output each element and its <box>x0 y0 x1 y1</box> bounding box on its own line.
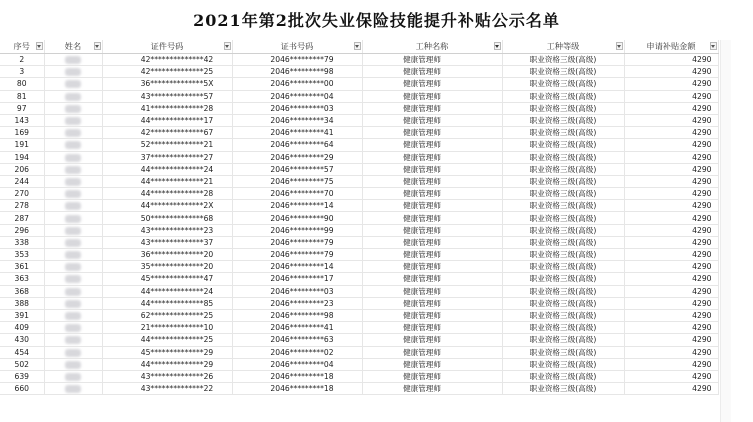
seq-cell: 270 <box>0 188 44 200</box>
redacted-name-blur <box>65 373 81 381</box>
job-level-cell: 职业资格三级(高级) <box>502 151 624 163</box>
job-name-cell: 健康管理师 <box>362 322 502 334</box>
id-number-cell: 43**************26 <box>102 370 232 382</box>
job-level-cell: 职业资格三级(高级) <box>502 78 624 90</box>
job-name-cell: 健康管理师 <box>362 151 502 163</box>
id-number-cell: 43**************22 <box>102 383 232 395</box>
seq-cell: 97 <box>0 102 44 114</box>
filter-dropdown-icon[interactable] <box>710 42 717 50</box>
job-level-cell: 职业资格三级(高级) <box>502 200 624 212</box>
table-row <box>0 285 718 297</box>
cert-number-cell: 2046*********00 <box>232 78 362 90</box>
name-cell <box>44 78 102 90</box>
name-cell <box>44 309 102 321</box>
amount-cell: 4290 <box>624 66 718 78</box>
name-cell <box>44 334 102 346</box>
table-row <box>0 102 718 114</box>
redacted-name-blur <box>65 312 81 320</box>
redacted-name-blur <box>65 215 81 223</box>
job-name-cell: 健康管理师 <box>362 102 502 114</box>
seq-cell: 660 <box>0 383 44 395</box>
id-number-cell: 43**************23 <box>102 224 232 236</box>
seq-cell: 2 <box>0 54 44 66</box>
amount-cell: 4290 <box>624 212 718 224</box>
seq-cell: 409 <box>0 322 44 334</box>
job-name-cell: 健康管理师 <box>362 224 502 236</box>
job-level-cell: 职业资格三级(高级) <box>502 249 624 261</box>
table-row <box>0 90 718 102</box>
seq-cell: 206 <box>0 163 44 175</box>
cert-number-cell: 2046*********99 <box>232 224 362 236</box>
table-row <box>0 249 718 261</box>
seq-cell: 368 <box>0 285 44 297</box>
redacted-name-blur <box>65 288 81 296</box>
col-header-id: 证件号码 <box>102 40 232 54</box>
amount-cell: 4290 <box>624 236 718 248</box>
amount-cell: 4290 <box>624 188 718 200</box>
table-row <box>0 163 718 175</box>
amount-cell: 4290 <box>624 346 718 358</box>
name-cell <box>44 273 102 285</box>
cert-number-cell: 2046*********03 <box>232 285 362 297</box>
job-name-cell: 健康管理师 <box>362 297 502 309</box>
seq-cell: 191 <box>0 139 44 151</box>
job-level-cell: 职业资格三级(高级) <box>502 285 624 297</box>
id-number-cell: 44**************21 <box>102 175 232 187</box>
id-number-cell: 62**************25 <box>102 309 232 321</box>
redacted-name-blur <box>65 190 81 198</box>
table-row <box>0 151 718 163</box>
id-number-cell: 42**************25 <box>102 66 232 78</box>
seq-cell: 143 <box>0 114 44 126</box>
subsidy-table <box>0 40 719 395</box>
name-cell <box>44 249 102 261</box>
redacted-name-blur <box>65 80 81 88</box>
job-level-cell: 职业资格三级(高级) <box>502 309 624 321</box>
amount-cell: 4290 <box>624 114 718 126</box>
amount-cell: 4290 <box>624 54 718 66</box>
name-cell <box>44 200 102 212</box>
job-level-cell: 职业资格三级(高级) <box>502 297 624 309</box>
amount-cell: 4290 <box>624 151 718 163</box>
cert-number-cell: 2046*********17 <box>232 273 362 285</box>
job-name-cell: 健康管理师 <box>362 54 502 66</box>
table-row <box>0 346 718 358</box>
cert-number-cell: 2046*********57 <box>232 163 362 175</box>
job-name-cell: 健康管理师 <box>362 334 502 346</box>
job-name-cell: 健康管理师 <box>362 78 502 90</box>
seq-cell: 502 <box>0 358 44 370</box>
filter-dropdown-icon[interactable] <box>94 42 101 50</box>
name-cell <box>44 90 102 102</box>
redacted-name-blur <box>65 227 81 235</box>
name-cell <box>44 370 102 382</box>
redacted-name-blur <box>65 361 81 369</box>
cert-number-cell: 2046*********18 <box>232 370 362 382</box>
job-level-cell: 职业资格三级(高级) <box>502 322 624 334</box>
redacted-name-blur <box>65 154 81 162</box>
amount-cell: 4290 <box>624 175 718 187</box>
seq-cell: 454 <box>0 346 44 358</box>
col-header-name: 姓名 <box>44 40 102 54</box>
amount-cell: 4290 <box>624 309 718 321</box>
table-row <box>0 383 718 395</box>
page-title: 2021年第2批次失业保险技能提升补贴公示名单 <box>193 11 560 30</box>
cert-number-cell: 2046*********64 <box>232 139 362 151</box>
filter-dropdown-icon[interactable] <box>224 42 231 50</box>
redacted-name-blur <box>65 239 81 247</box>
redacted-name-blur <box>65 385 81 393</box>
id-number-cell: 43**************57 <box>102 90 232 102</box>
job-level-cell: 职业资格三级(高级) <box>502 261 624 273</box>
job-name-cell: 健康管理师 <box>362 188 502 200</box>
id-number-cell: 44**************2X <box>102 200 232 212</box>
job-level-cell: 职业资格三级(高级) <box>502 102 624 114</box>
job-level-cell: 职业资格三级(高级) <box>502 175 624 187</box>
redacted-name-blur <box>65 166 81 174</box>
table-row <box>0 236 718 248</box>
job-level-cell: 职业资格三级(高级) <box>502 236 624 248</box>
amount-cell: 4290 <box>624 102 718 114</box>
job-level-cell: 职业资格三级(高级) <box>502 90 624 102</box>
amount-cell: 4290 <box>624 370 718 382</box>
cert-number-cell: 2046*********14 <box>232 261 362 273</box>
job-name-cell: 健康管理师 <box>362 175 502 187</box>
job-name-cell: 健康管理师 <box>362 358 502 370</box>
job-name-cell: 健康管理师 <box>362 285 502 297</box>
cert-number-cell: 2046*********34 <box>232 114 362 126</box>
cert-number-cell: 2046*********14 <box>232 200 362 212</box>
id-number-cell: 37**************27 <box>102 151 232 163</box>
name-cell <box>44 285 102 297</box>
cert-number-cell: 2046*********79 <box>232 54 362 66</box>
id-number-cell: 44**************85 <box>102 297 232 309</box>
redacted-name-blur <box>65 275 81 283</box>
seq-cell: 81 <box>0 90 44 102</box>
cert-number-cell: 2046*********90 <box>232 212 362 224</box>
amount-cell: 4290 <box>624 139 718 151</box>
table-row <box>0 370 718 382</box>
id-number-cell: 44**************29 <box>102 358 232 370</box>
filter-active-icon[interactable] <box>494 42 501 50</box>
seq-cell: 80 <box>0 78 44 90</box>
col-header-seq: 序号 <box>0 40 44 54</box>
table-row <box>0 54 718 66</box>
job-name-cell: 健康管理师 <box>362 114 502 126</box>
name-cell <box>44 163 102 175</box>
seq-cell: 278 <box>0 200 44 212</box>
amount-cell: 4290 <box>624 249 718 261</box>
job-name-cell: 健康管理师 <box>362 163 502 175</box>
amount-cell: 4290 <box>624 261 718 273</box>
cert-number-cell: 2046*********29 <box>232 151 362 163</box>
job-name-cell: 健康管理师 <box>362 212 502 224</box>
name-cell <box>44 383 102 395</box>
name-cell <box>44 175 102 187</box>
cert-number-cell: 2046*********04 <box>232 90 362 102</box>
id-number-cell: 41**************28 <box>102 102 232 114</box>
job-level-cell: 职业资格三级(高级) <box>502 54 624 66</box>
name-cell <box>44 236 102 248</box>
name-cell <box>44 139 102 151</box>
seq-cell: 169 <box>0 127 44 139</box>
job-level-cell: 职业资格三级(高级) <box>502 139 624 151</box>
name-cell <box>44 54 102 66</box>
table-row <box>0 139 718 151</box>
redacted-name-blur <box>65 129 81 137</box>
id-number-cell: 45**************47 <box>102 273 232 285</box>
amount-cell: 4290 <box>624 358 718 370</box>
header-row <box>0 40 718 54</box>
job-name-cell: 健康管理师 <box>362 273 502 285</box>
id-number-cell: 44**************24 <box>102 285 232 297</box>
seq-cell: 338 <box>0 236 44 248</box>
table-row <box>0 273 718 285</box>
table-row <box>0 175 718 187</box>
name-cell <box>44 151 102 163</box>
job-name-cell: 健康管理师 <box>362 127 502 139</box>
cert-number-cell: 2046*********18 <box>232 383 362 395</box>
table-row <box>0 358 718 370</box>
name-cell <box>44 102 102 114</box>
cert-number-cell: 2046*********75 <box>232 175 362 187</box>
cert-number-cell: 2046*********41 <box>232 322 362 334</box>
table-row <box>0 66 718 78</box>
col-header-job: 工种名称 <box>362 40 502 54</box>
id-number-cell: 42**************67 <box>102 127 232 139</box>
id-number-cell: 36**************20 <box>102 249 232 261</box>
filter-dropdown-icon[interactable] <box>616 42 623 50</box>
cert-number-cell: 2046*********70 <box>232 188 362 200</box>
amount-cell: 4290 <box>624 200 718 212</box>
job-name-cell: 健康管理师 <box>362 261 502 273</box>
seq-cell: 388 <box>0 297 44 309</box>
job-level-cell: 职业资格三级(高级) <box>502 346 624 358</box>
job-level-cell: 职业资格三级(高级) <box>502 163 624 175</box>
id-number-cell: 43**************37 <box>102 236 232 248</box>
job-level-cell: 职业资格三级(高级) <box>502 212 624 224</box>
id-number-cell: 44**************24 <box>102 163 232 175</box>
redacted-name-blur <box>65 336 81 344</box>
name-cell <box>44 114 102 126</box>
table-row <box>0 322 718 334</box>
seq-cell: 361 <box>0 261 44 273</box>
job-name-cell: 健康管理师 <box>362 66 502 78</box>
redacted-name-blur <box>65 68 81 76</box>
name-cell <box>44 66 102 78</box>
seq-cell: 296 <box>0 224 44 236</box>
seq-cell: 391 <box>0 309 44 321</box>
job-name-cell: 健康管理师 <box>362 236 502 248</box>
job-level-cell: 职业资格三级(高级) <box>502 334 624 346</box>
name-cell <box>44 322 102 334</box>
job-level-cell: 职业资格三级(高级) <box>502 383 624 395</box>
job-level-cell: 职业资格三级(高级) <box>502 127 624 139</box>
redacted-name-blur <box>65 324 81 332</box>
amount-cell: 4290 <box>624 90 718 102</box>
cert-number-cell: 2046*********98 <box>232 66 362 78</box>
cert-number-cell: 2046*********02 <box>232 346 362 358</box>
cert-number-cell: 2046*********23 <box>232 297 362 309</box>
job-name-cell: 健康管理师 <box>362 249 502 261</box>
redacted-name-blur <box>65 117 81 125</box>
vertical-scrollbar[interactable] <box>720 40 731 422</box>
job-name-cell: 健康管理师 <box>362 200 502 212</box>
seq-cell: 430 <box>0 334 44 346</box>
redacted-name-blur <box>65 300 81 308</box>
name-cell <box>44 188 102 200</box>
job-level-cell: 职业资格三级(高级) <box>502 188 624 200</box>
id-number-cell: 44**************28 <box>102 188 232 200</box>
job-name-cell: 健康管理师 <box>362 370 502 382</box>
filter-dropdown-icon[interactable] <box>354 42 361 50</box>
redacted-name-blur <box>65 105 81 113</box>
col-header-amount: 申请补贴金额 <box>624 40 718 54</box>
seq-cell: 244 <box>0 175 44 187</box>
col-header-level: 工种等级 <box>502 40 624 54</box>
seq-cell: 363 <box>0 273 44 285</box>
table-row <box>0 224 718 236</box>
amount-cell: 4290 <box>624 127 718 139</box>
redacted-name-blur <box>65 178 81 186</box>
name-cell <box>44 358 102 370</box>
amount-cell: 4290 <box>624 285 718 297</box>
name-cell <box>44 346 102 358</box>
redacted-name-blur <box>65 263 81 271</box>
job-level-cell: 职业资格三级(高级) <box>502 273 624 285</box>
job-level-cell: 职业资格三级(高级) <box>502 66 624 78</box>
table-row <box>0 212 718 224</box>
redacted-name-blur <box>65 93 81 101</box>
name-cell <box>44 212 102 224</box>
redacted-name-blur <box>65 251 81 259</box>
cert-number-cell: 2046*********98 <box>232 309 362 321</box>
job-name-cell: 健康管理师 <box>362 90 502 102</box>
id-number-cell: 45**************29 <box>102 346 232 358</box>
amount-cell: 4290 <box>624 163 718 175</box>
amount-cell: 4290 <box>624 334 718 346</box>
id-number-cell: 44**************17 <box>102 114 232 126</box>
job-name-cell: 健康管理师 <box>362 383 502 395</box>
seq-cell: 639 <box>0 370 44 382</box>
redacted-name-blur <box>65 349 81 357</box>
amount-cell: 4290 <box>624 383 718 395</box>
col-header-cert: 证书号码 <box>232 40 362 54</box>
job-level-cell: 职业资格三级(高级) <box>502 224 624 236</box>
redacted-name-blur <box>65 56 81 64</box>
table-row <box>0 261 718 273</box>
job-level-cell: 职业资格三级(高级) <box>502 370 624 382</box>
cert-number-cell: 2046*********41 <box>232 127 362 139</box>
amount-cell: 4290 <box>624 322 718 334</box>
filter-dropdown-icon[interactable] <box>36 42 43 50</box>
amount-cell: 4290 <box>624 273 718 285</box>
id-number-cell: 35**************20 <box>102 261 232 273</box>
seq-cell: 287 <box>0 212 44 224</box>
amount-cell: 4290 <box>624 78 718 90</box>
table-row <box>0 200 718 212</box>
seq-cell: 194 <box>0 151 44 163</box>
job-name-cell: 健康管理师 <box>362 139 502 151</box>
table-row <box>0 309 718 321</box>
id-number-cell: 36**************5X <box>102 78 232 90</box>
id-number-cell: 50**************68 <box>102 212 232 224</box>
cert-number-cell: 2046*********79 <box>232 249 362 261</box>
seq-cell: 3 <box>0 66 44 78</box>
name-cell <box>44 261 102 273</box>
amount-cell: 4290 <box>624 297 718 309</box>
table-row <box>0 297 718 309</box>
name-cell <box>44 127 102 139</box>
id-number-cell: 21**************10 <box>102 322 232 334</box>
seq-cell: 353 <box>0 249 44 261</box>
job-level-cell: 职业资格三级(高级) <box>502 358 624 370</box>
table-row <box>0 188 718 200</box>
id-number-cell: 42**************42 <box>102 54 232 66</box>
cert-number-cell: 2046*********79 <box>232 236 362 248</box>
table-row <box>0 78 718 90</box>
redacted-name-blur <box>65 141 81 149</box>
id-number-cell: 52**************21 <box>102 139 232 151</box>
job-level-cell: 职业资格三级(高级) <box>502 114 624 126</box>
cert-number-cell: 2046*********04 <box>232 358 362 370</box>
amount-cell: 4290 <box>624 224 718 236</box>
redacted-name-blur <box>65 202 81 210</box>
name-cell <box>44 224 102 236</box>
cert-number-cell: 2046*********63 <box>232 334 362 346</box>
job-name-cell: 健康管理师 <box>362 346 502 358</box>
id-number-cell: 44**************25 <box>102 334 232 346</box>
name-cell <box>44 297 102 309</box>
cert-number-cell: 2046*********03 <box>232 102 362 114</box>
table-row <box>0 127 718 139</box>
table-row <box>0 334 718 346</box>
table-row <box>0 114 718 126</box>
job-name-cell: 健康管理师 <box>362 309 502 321</box>
